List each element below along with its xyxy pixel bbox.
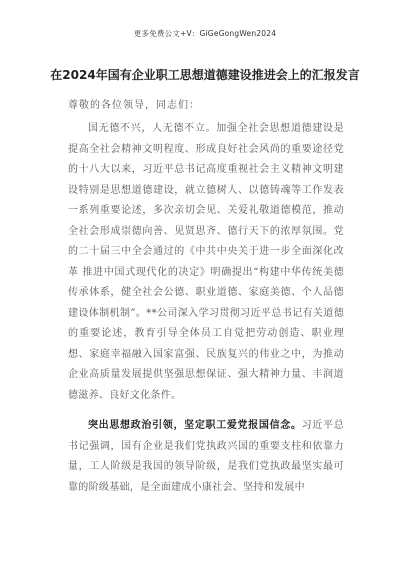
document-title: 在2024年国有企业职工思想道德建设推进会上的汇报发言	[50, 68, 360, 82]
paragraph-text: 国无德不兴，人无德不立。加强全社会思想道德建设是提高全社会精神文明程度、形成良好社会风尚的重要途径党的十八大以来，习近平总书记高度重视社会主义精神文明建设特别是思想道德建设，就立德树人、以德铸魂等工作发表一系列重要论述，多次亲切会见、关爱礼敬道德模范，推动全社会形成崇德向善、见贤思齐、德行天下的浓厚氛围。党的二十届三中全会通过的《中共中央关于进一步全面深化改革 推进中国式现代化的决定》明确提出“构建中华传统美德传承体系，健全社会公德、职业道德、家庭美德、个人品德建设体制机制”。**公司深入学习贯彻习近平总书记有关道德的重要论述，教育引导全体员工自觉把劳动创造、职业理想、家庭幸福融入国家富强、民族复兴的伟业之中，为推动企业高质量发展提供坚强思想保证、强大精神力量、丰润道德滋养、良好文化条件。	[68, 123, 344, 401]
header-note: 更多免费公文+V：GiGeGongWen2024	[133, 29, 277, 38]
salutation: 尊敬的各位领导，同志们：	[68, 100, 200, 111]
body-paragraph-1	[68, 119, 344, 406]
paragraph-text	[68, 416, 344, 498]
body-paragraph-2	[68, 416, 344, 498]
paragraph-body: 习近平总书记强调，国有企业是我们党执政兴国的重要支柱和依靠力量，工人阶级是我国的领导阶级，是我们党执政最坚实最可靠的阶级基础，是全面建成小康社会、坚持和发展中	[68, 420, 345, 493]
paragraph-lead-heading: 突出思想政治引领，坚定职工爱党报国信念。	[88, 420, 302, 431]
